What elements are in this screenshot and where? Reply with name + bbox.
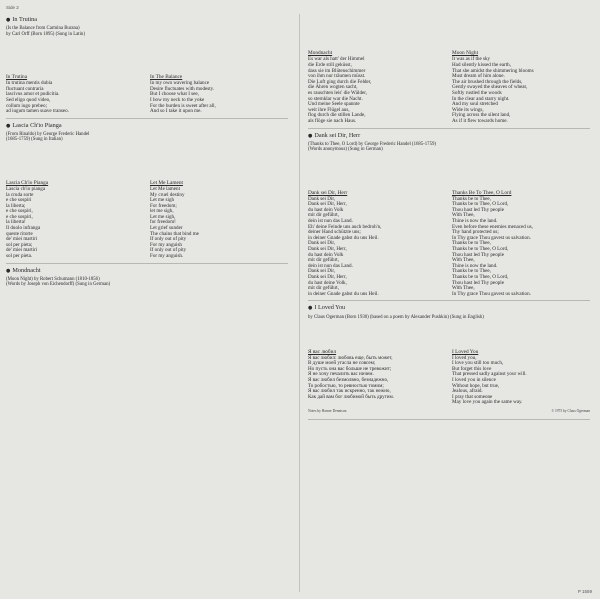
commentary-paragraph xyxy=(6,163,288,169)
lyrics-header: Thanks Be To Thee, O Lord xyxy=(452,189,512,196)
lyric-line: e che sospiri xyxy=(6,197,32,204)
lyric-line: Eh' deine Feinde uns auch bedroh'n, xyxy=(308,223,382,230)
lyric-line: For my anguish xyxy=(150,241,182,248)
lyric-line: If only out of pity xyxy=(150,236,187,243)
lyric-line: Desire fluctuates with modesty. xyxy=(150,85,215,92)
lyric-line: Lascia ch'io pianga xyxy=(6,185,46,192)
commentary xyxy=(6,290,288,321)
commentary-paragraph xyxy=(308,25,590,31)
lyric-line: sol per pieta. xyxy=(6,253,33,260)
credit-block xyxy=(6,277,288,288)
lyric-line: Thanks be to Thee, O Lord, xyxy=(452,246,509,253)
lyric-line: de' miei martiri xyxy=(6,236,38,243)
lyrics-block xyxy=(6,74,288,115)
bullet-icon: ● xyxy=(6,122,11,129)
lyric-line: Thou hast led Thy people xyxy=(452,279,504,286)
lyric-line: Thy hand protected us; xyxy=(452,229,499,236)
commentary-paragraph xyxy=(308,181,590,187)
lyric-line: Dank sei Dir, xyxy=(308,195,336,202)
footer-code: P 1559 xyxy=(577,589,592,594)
credit-line: by Carl Orff (Born 1895) (Sung in Latin) xyxy=(6,31,85,37)
lyrics-header: Let Me Lament xyxy=(150,179,183,186)
commentary-paragraph xyxy=(6,316,288,322)
lyrics-translation xyxy=(452,197,590,298)
lyric-line: In Thy grace Thou gavest us salvation. xyxy=(452,290,531,297)
lyrics-header: Moon Night xyxy=(452,50,479,57)
commentary xyxy=(6,146,288,177)
lyric-line: Softly rustled the woods xyxy=(452,89,502,96)
lyric-line: То робостью, то ревностью томим; xyxy=(308,382,384,389)
commentary-paragraph xyxy=(6,57,288,63)
commentary-paragraph xyxy=(6,66,288,72)
lyrics-translation xyxy=(452,356,590,406)
lyric-line: For freedom; xyxy=(150,202,177,209)
lyric-line: It was as if the sky xyxy=(452,56,491,63)
lyric-line: mit dir geführt, xyxy=(308,257,339,264)
commentary-paragraph xyxy=(308,155,590,161)
lyric-line: la liberta! xyxy=(6,219,26,226)
lyric-line: Я вас любил безмолвно, безнадежно, xyxy=(308,377,389,384)
lyric-line: fluctuant contraria xyxy=(6,85,44,92)
section-divider xyxy=(308,300,590,301)
lyric-line: Flying across the silent land, xyxy=(452,112,511,119)
lyric-line: lascivus amor et pudicitia. xyxy=(6,91,60,98)
lyric-line: But I choose what I see, xyxy=(150,91,199,98)
commentary-paragraph xyxy=(308,164,590,170)
lyric-line: von ihm nur träumen müsst. xyxy=(308,73,366,80)
lyric-line: du hast deine Volk, xyxy=(308,279,347,286)
lyrics-translation xyxy=(452,57,590,124)
lyric-line: In my own wavering balance xyxy=(150,80,210,87)
lyric-line: In the clear and starry night. xyxy=(452,95,510,102)
lyric-line: In Thy grace Thou gavest us salvation. xyxy=(452,234,531,241)
lyric-line: Dank sei Dir, xyxy=(308,240,336,247)
commentary-paragraph xyxy=(6,48,288,54)
commentary-paragraph xyxy=(6,290,288,296)
bullet-icon: ● xyxy=(308,305,313,312)
lyric-line: Dank sei Dir, Herr, xyxy=(308,246,347,253)
lyric-line: in deiner Gnade gabst du uns Heil. xyxy=(308,234,379,241)
lyrics-block xyxy=(308,50,590,124)
lyric-line: sol per pieta; xyxy=(6,241,33,248)
lyrics-original xyxy=(6,187,144,260)
lyric-line: queste ritorte xyxy=(6,230,33,237)
lyric-line: I love you still too much, xyxy=(452,360,504,367)
lyric-line: Let Me lament xyxy=(150,185,180,192)
lyric-line: deiner Hand schützte uns; xyxy=(308,229,361,236)
notes-by: Notes by Homer Dennison xyxy=(308,408,347,413)
section-title-mondnacht: ● Mondnacht xyxy=(6,266,41,274)
lyric-line: I loved you, xyxy=(452,354,477,361)
lyric-line: du hast dein Volk xyxy=(308,251,344,258)
lyric-line: Let grief sunder xyxy=(150,225,183,232)
lyric-line: Sed eligo quod video, xyxy=(6,96,51,103)
credit-line: (Is the Balance from Carmina Burana) xyxy=(6,26,80,32)
lyric-line: die Erde still geküsst, xyxy=(308,61,352,68)
lyrics-translation xyxy=(150,187,288,260)
lyric-line: В душе моей угасла не совсем; xyxy=(308,360,376,367)
lyric-line: Thanks be to Thee, O Lord, xyxy=(452,201,509,208)
lyric-line: Thanks be to Thee, xyxy=(452,240,491,247)
credit-block xyxy=(308,142,590,153)
lyric-line: in deiner Gnade gabst du uns Heil. xyxy=(308,290,379,297)
lyrics-original xyxy=(308,197,446,298)
commentary-paragraph xyxy=(308,323,590,329)
lyric-line: If only out of pity xyxy=(150,247,187,254)
commentary-paragraph xyxy=(6,299,288,305)
credit-block xyxy=(6,132,288,143)
lyric-line: Thanks be to Thee, xyxy=(452,268,491,275)
column-divider xyxy=(299,14,300,592)
commentary-paragraph xyxy=(6,40,288,46)
lyric-line: For the burden is sweet after all, xyxy=(150,102,216,109)
lyric-line: Es war als hatt' der Himmel xyxy=(308,56,365,63)
lyric-line: Without hope, but true, xyxy=(452,382,500,389)
lyric-line: flog durch die stillen Lande, xyxy=(308,112,366,119)
credit-line: (1685-1759) (Sung in Italian) xyxy=(6,137,63,143)
lyric-line: Wide its wings, xyxy=(452,106,484,113)
lyrics-original xyxy=(6,81,144,115)
lyric-line: Thou hast led Thy people xyxy=(452,251,504,258)
commentary-paragraph xyxy=(6,154,288,160)
lyric-line: That she amidst the shimmering blooms xyxy=(452,67,534,74)
commentary-paragraph xyxy=(308,331,590,337)
credit-line: by Claus Ogerman (Born 1930) (based on a poem by Alexander Pushkin) (Sung in English) xyxy=(308,314,484,320)
credit-line: (Words by Joseph von Eichendorff) (Sung in German) xyxy=(6,282,111,288)
lyric-line: Thine is now the land. xyxy=(452,218,498,225)
lyric-line: Но пусть она вас больше не тревожит; xyxy=(308,365,392,372)
lyric-line: I bow my neck to the yoke xyxy=(150,96,205,103)
lyric-line: la liberta; xyxy=(6,202,26,209)
notes-row xyxy=(308,409,590,416)
credit-line: (Moon Night) by Robert Schumann (1810-1856) xyxy=(6,276,100,282)
lyric-line: With Thee, xyxy=(452,212,475,219)
lyrics-header: In The Balance xyxy=(150,74,183,81)
lyric-line: de' miei martiri xyxy=(6,247,38,254)
lyric-line: dein ist nun das Land. xyxy=(308,218,353,225)
lyrics-block xyxy=(308,190,590,298)
section-title-i-loved-you: ● I Loved You xyxy=(308,304,346,312)
commentary xyxy=(308,155,590,186)
lyric-line: For my anguish. xyxy=(150,253,184,260)
credit-line: (Words anonymous) (Sung in German) xyxy=(308,147,383,152)
credit-line: (Thanks to Thee, O Lord) by George Frederic Handel (1685-1759) xyxy=(308,141,436,147)
bullet-icon: ● xyxy=(308,132,313,139)
lyric-line: Gently swayed the sheaves of wheat, xyxy=(452,84,528,91)
commentary-paragraph xyxy=(6,146,288,152)
lyric-line: May love you again the same way. xyxy=(452,399,523,406)
lyric-line: As if it flew towards home. xyxy=(452,117,508,124)
lyric-line: With Thee, xyxy=(452,257,475,264)
section-title-dank: ● Dank sei Dir, Herr xyxy=(308,131,361,139)
lyric-line: dass sie im Blütenschimmer xyxy=(308,67,366,74)
bullet-icon: ● xyxy=(6,17,11,23)
lyric-line: Let me sigh, xyxy=(150,213,176,220)
lyric-line: The air brushed through the fields, xyxy=(452,78,523,85)
commentary-paragraph xyxy=(308,42,590,48)
lyric-line: so sternklar war die Nacht. xyxy=(308,95,363,102)
lyric-line: als flöge sie nach Haus. xyxy=(308,117,357,124)
lyric-line: And my soul stretched xyxy=(452,101,498,108)
lyric-line: es rauschten leis' die Wälder, xyxy=(308,89,368,96)
lyrics-header: Mondnacht xyxy=(308,50,333,57)
credit-block xyxy=(6,26,288,37)
lyric-line: weit ihre Flügel aus, xyxy=(308,106,350,113)
lyric-line: And so I take it upon me. xyxy=(150,108,202,115)
left-column xyxy=(6,16,288,325)
lyric-line: Even before these enemies menaced us, xyxy=(452,223,533,230)
lyric-line: Я вас любил так искренно, так нежно, xyxy=(308,388,391,395)
publisher-note: © 1975 by Claus Ogerman xyxy=(551,408,590,413)
lyric-line: Как дай вам бог любимой быть другим. xyxy=(308,393,394,400)
commentary-paragraph xyxy=(6,308,288,314)
lyric-line: But forget this love xyxy=(452,365,492,372)
commentary xyxy=(308,323,590,346)
lyric-line: dein ist nun das Land. xyxy=(308,262,353,269)
lyric-line: I pray that someone xyxy=(452,393,493,400)
lyric-line: Dank sei Dir, Herr, xyxy=(308,273,347,280)
section-divider xyxy=(6,118,288,119)
lyric-line: Und meine Seele spannte xyxy=(308,101,360,108)
lyric-line: Die Luft ging durch die Felder, xyxy=(308,78,372,85)
lyric-line: let me sigh, xyxy=(150,208,174,215)
lyric-line: Dank sei Dir, Herr, xyxy=(308,201,347,208)
lyric-line: Dank sei Dir, xyxy=(308,268,336,275)
lyric-line: la cruda sorte xyxy=(6,191,34,198)
lyric-line: ad iugum tamen suave transeo. xyxy=(6,108,69,115)
lyric-line: Я не хочу печалить вас ничем. xyxy=(308,371,374,378)
section-title-lascia: ● Lascia Ch'io Pianga xyxy=(6,121,62,129)
lyrics-original xyxy=(308,57,446,124)
lyric-line: I loved you in silence xyxy=(452,377,496,384)
commentary-paragraph xyxy=(308,16,590,22)
lyrics-block xyxy=(6,180,288,260)
lyric-line: du hast dein Volk xyxy=(308,206,344,213)
section-title-in-trutina: ● In Trutina xyxy=(6,16,37,23)
credit-block xyxy=(308,315,590,320)
lyric-line: Thanks be to Thee, O Lord, xyxy=(452,273,509,280)
lyric-line: mit dir geführt, xyxy=(308,285,339,292)
lyrics-block xyxy=(308,349,590,406)
lyric-line: My cruel destiny xyxy=(150,191,185,198)
section-divider xyxy=(308,419,590,420)
lyric-line: Thine is now the land. xyxy=(452,262,498,269)
lyric-line: collum iugo prebeo; xyxy=(6,102,48,109)
lyrics-original xyxy=(308,356,446,401)
lyric-line: With Thee, xyxy=(452,285,475,292)
lyric-line: The chains that bind me xyxy=(150,230,199,237)
credit-line: (From Rinaldo) by George Frederic Handel xyxy=(6,131,90,137)
lyrics-translation xyxy=(150,81,288,115)
lyric-line: Thou hast led Thy people xyxy=(452,206,504,213)
lyric-line: That pressed sadly against your will. xyxy=(452,371,527,378)
lyrics-header: Lascia Ch'io Pianga xyxy=(6,179,49,186)
lyric-line: e che sospiri, xyxy=(6,213,33,220)
side-label: Side 2 xyxy=(6,5,19,10)
lyrics-header: In Trutina xyxy=(6,74,28,81)
commentary xyxy=(308,16,590,47)
lyrics-header: Dank sei Dir, Herr xyxy=(308,189,348,196)
lyric-line: Jealous, afraid. xyxy=(452,388,483,395)
section-divider xyxy=(6,263,288,264)
lyric-line: for freedom! xyxy=(150,219,176,226)
lyric-line: Must dream of him alone. xyxy=(452,73,505,80)
bullet-icon: ● xyxy=(6,267,11,274)
lyric-line: Let me sigh xyxy=(150,197,175,204)
lyric-line: Had silently kissed the earth, xyxy=(452,61,511,68)
lyric-line: die Ähren wogten sacht, xyxy=(308,84,358,91)
section-divider xyxy=(308,128,590,129)
lyric-line: In trutina mentis dubia xyxy=(6,80,53,87)
lyric-line: e che sospiri, xyxy=(6,208,33,215)
lyric-line: Thanks be to Thee, xyxy=(452,195,491,202)
lyric-line: mit dir geführt, xyxy=(308,212,339,219)
lyrics-header: I Loved You xyxy=(452,348,479,355)
commentary xyxy=(6,40,288,71)
right-column xyxy=(308,16,590,423)
commentary-paragraph xyxy=(308,172,590,178)
commentary-paragraph xyxy=(6,171,288,177)
commentary-paragraph xyxy=(308,33,590,39)
lyric-line: Я вас любил: любовь еще, быть может, xyxy=(308,354,393,361)
lyrics-header: Я вас любил xyxy=(308,348,337,355)
lyric-line: Il duolo infranga xyxy=(6,225,41,232)
commentary-paragraph xyxy=(308,340,590,346)
